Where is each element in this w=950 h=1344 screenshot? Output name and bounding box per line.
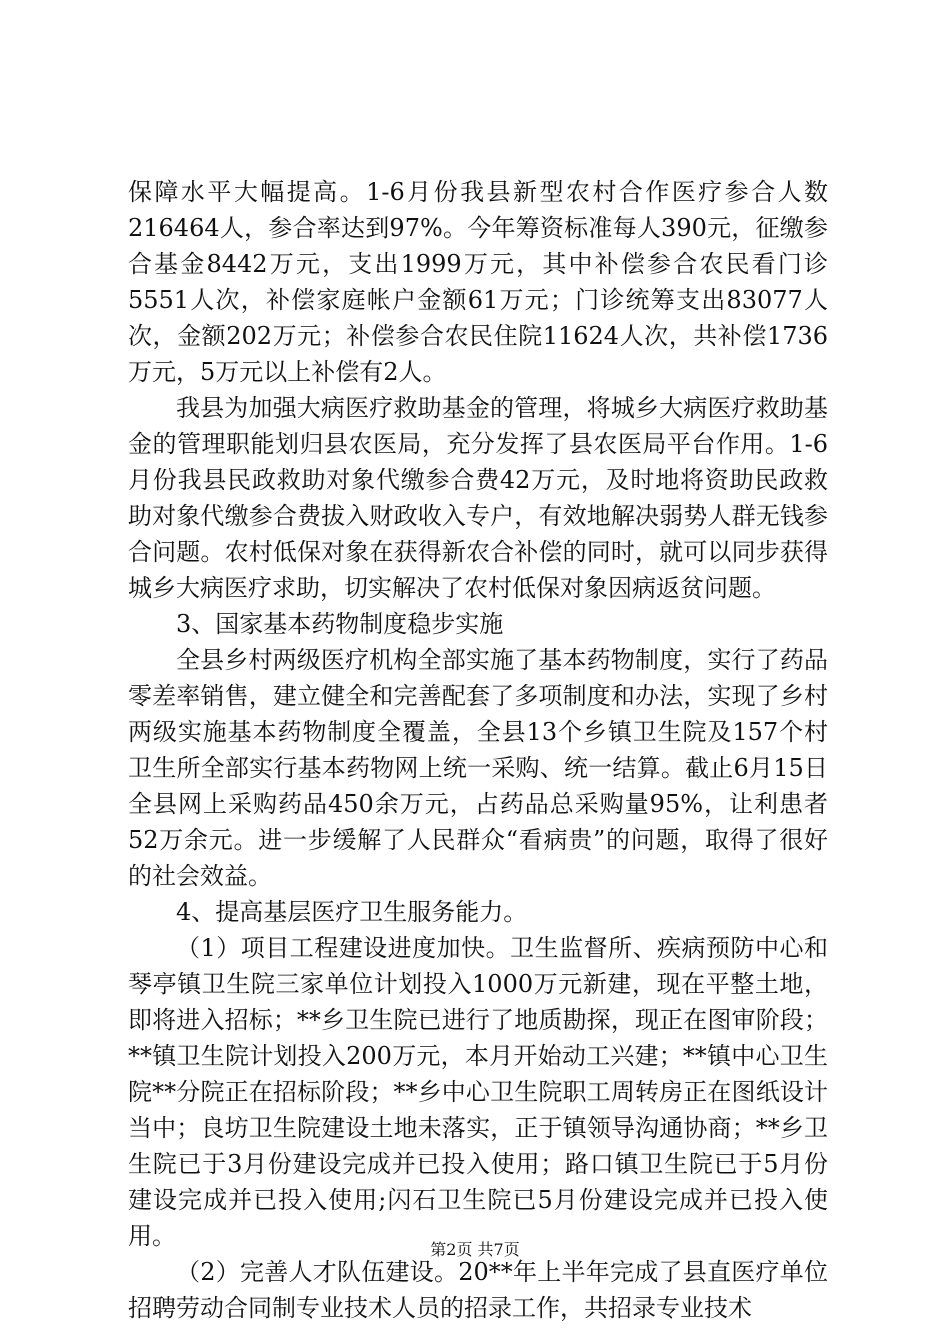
section-heading-service-capacity: 4、提高基层医疗卫生服务能力。 — [176, 898, 528, 926]
paragraph-coverage-stats: 保障水平大幅提高。1-6月份我县新型农村合作医疗参合人数216464人，参合率达到97%。今年筹资标准每人390元，征缴参合基金8442万元，支出1999万元，其中补偿参合农民看门诊5551人次，补偿家庭帐户金额61万元；门诊统筹支出83077人次，金额202万元；补偿参合农民住院11624人次，共补偿1736万元，5万元以上补偿有2人。 — [128, 178, 828, 386]
paragraph-construction-projects: （1）项目工程建设进度加快。卫生监督所、疾病预防中心和琴亭镇卫生院三家单位计划投入1000万元新建，现在平整土地，即将进入招标；**乡卫生院已进行了地质勘探，现正在图审阶段；**镇卫生院计划投入200万元，本月开始动工兴建；**镇中心卫生院**分院正在招标阶段；**乡中心卫生院职工周转房正在图纸设计当中；良坊卫生院建设土地未落实，正于镇领导沟通协商；**乡卫生院已于3月份建设完成并已投入使用；路口镇卫生院已于5月份建设完成并已投入使用;闪石卫生院已5月份建设完成并已投入使用。 — [128, 934, 828, 1250]
paragraph-essential-drugs: 全县乡村两级医疗机构全部实施了基本药物制度，实行了药品零差率销售，建立健全和完善配套了多项制度和办法，实现了乡村两级实施基本药物制度全覆盖，全县13个乡镇卫生院及157个村卫生所全部实行基本药物网上统一采购、统一结算。截止6月15日全县网上采购药品450余万元，占药品总采购量95%，让利患者52万余元。进一步缓解了人民群众“看病贵”的问题，取得了很好的社会效益。 — [128, 646, 828, 890]
paragraph-medical-aid-fund: 我县为加强大病医疗救助基金的管理，将城乡大病医疗救助基金的管理职能划归县农医局，充分发挥了县农医局平台作用。1-6月份我县民政救助对象代缴参合费42万元，及时地将资助民政救助对象代缴参合费拔入财政收入专户，有效地解决弱势人群无钱参合问题。农村低保对象在获得新农合补偿的同时，就可以同步获得城乡大病医疗求助，切实解决了农村低保对象因病返贫问题。 — [128, 394, 828, 602]
page-footer — [0, 1240, 950, 1260]
section-heading-essential-drugs: 3、国家基本药物制度稳步实施 — [176, 610, 504, 638]
document-body — [128, 174, 828, 1326]
page-number: 第2页 共7页 — [430, 1240, 520, 1259]
paragraph-talent-team: （2）完善人才队伍建设。20**年上半年完成了县直医疗单位招聘劳动合同制专业技术人员的招录工作，共招录专业技术 — [128, 1258, 828, 1322]
